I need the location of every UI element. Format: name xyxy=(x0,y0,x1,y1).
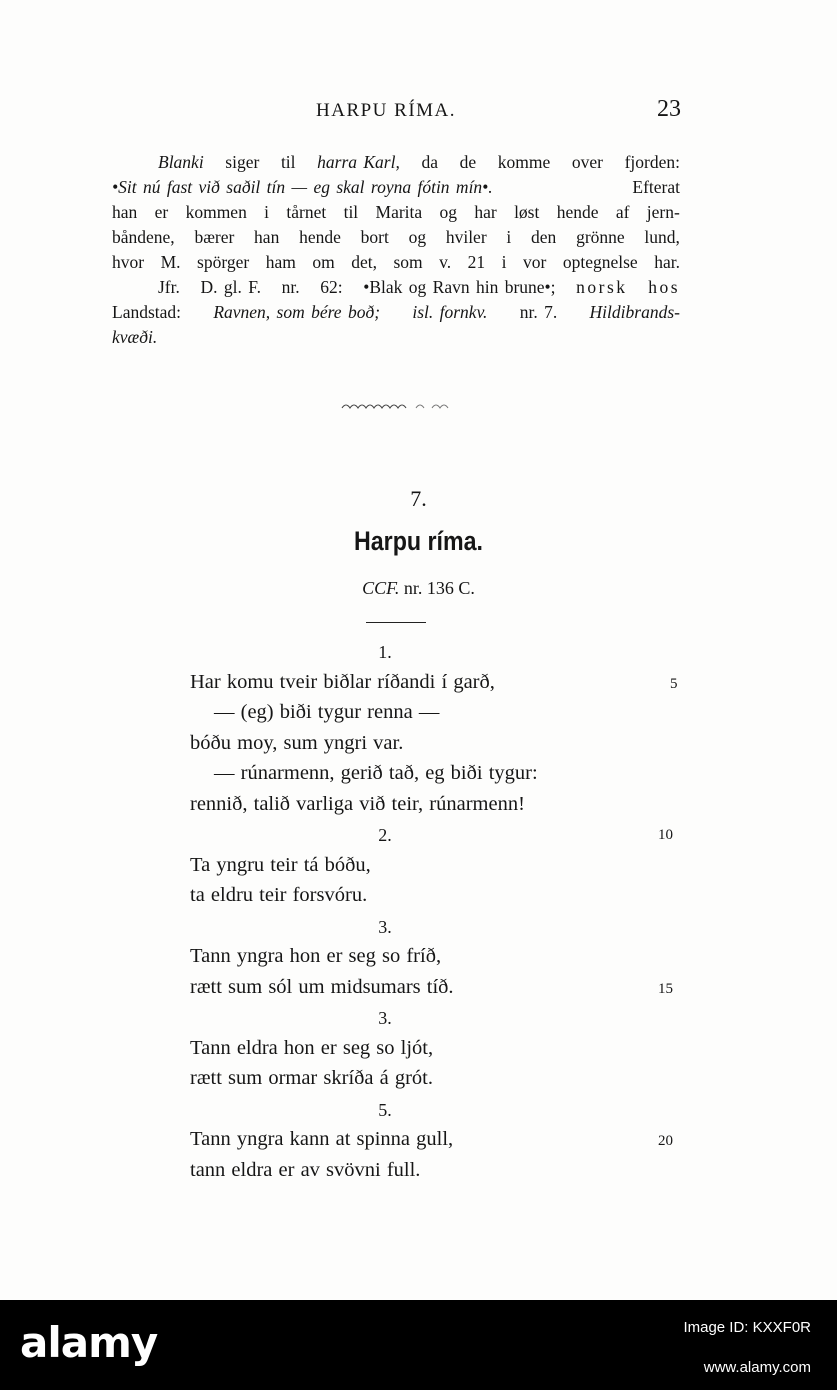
note-word: hvor xyxy=(112,252,145,272)
note-word: i xyxy=(501,252,507,272)
verse-line: rætt sum ormar skríða á grót. xyxy=(190,1067,433,1089)
note-word: •Sit nú fast við saðil tín — eg skal royna fótin mín•. xyxy=(112,177,493,197)
note-word: hos xyxy=(648,277,680,297)
note-word: komme xyxy=(497,152,551,172)
poem-source xyxy=(0,578,837,599)
note-word: de xyxy=(459,152,477,172)
verse-line: — rúnarmenn, gerið tað, eg biði tygur: xyxy=(214,762,538,784)
note-word: Marita xyxy=(375,202,423,222)
note-word: til xyxy=(280,152,296,172)
note-word: Efterat xyxy=(632,177,680,197)
image-id-block xyxy=(683,1308,811,1388)
note-line xyxy=(112,325,680,350)
note-word: v. xyxy=(439,252,452,272)
note-line xyxy=(112,300,680,325)
note-line xyxy=(112,175,680,200)
note-word: nr. xyxy=(281,277,300,297)
verse-line: Har komu tveir biðlar ríðandi í garð, xyxy=(190,670,495,693)
note-word: tårnet xyxy=(286,202,327,222)
site-url: www.alamy.com xyxy=(703,1359,811,1376)
verse-line: Tann eldra hon er seg so ljót, xyxy=(190,1036,434,1059)
note-word: hende xyxy=(556,202,599,222)
note-word: af xyxy=(615,202,630,222)
note-word: bærer xyxy=(194,227,235,247)
note-word: ham xyxy=(265,252,296,272)
note-word: han xyxy=(112,202,138,222)
note-word: båndene, xyxy=(112,227,175,247)
page-number: 23 xyxy=(657,96,681,122)
note-word: til xyxy=(343,202,359,222)
source-number: nr. 136 C. xyxy=(399,578,475,598)
note-word: 21 xyxy=(467,252,486,272)
note-word: hviler xyxy=(445,227,487,247)
note-word: Jfr. xyxy=(158,277,180,297)
note-word: spörger xyxy=(197,252,250,272)
note-word: i xyxy=(506,227,512,247)
stanza-number: 1. xyxy=(378,642,392,662)
note-word: han xyxy=(254,227,280,247)
note-word: Ravnen, som bére boð; xyxy=(213,302,381,322)
note-word: nr. 7. xyxy=(519,302,558,322)
note-word: som xyxy=(393,252,423,272)
line-number: 20 xyxy=(658,1133,673,1149)
note-word: har. xyxy=(654,252,680,272)
note-word: grönne xyxy=(576,227,625,247)
note-word: om xyxy=(312,252,335,272)
note-word: og xyxy=(439,202,458,222)
note-word: Hildibrands- xyxy=(589,302,680,322)
note-word: den xyxy=(531,227,557,247)
note-line xyxy=(112,150,680,175)
note-word: og xyxy=(408,227,427,247)
verse-line: tann eldra er av svövni full. xyxy=(190,1158,421,1181)
note-word: M. xyxy=(160,252,181,272)
stanza-number: 3. xyxy=(378,916,392,937)
verse-line: Tann yngra kann at spinna gull, xyxy=(190,1128,454,1150)
note-line xyxy=(112,250,680,275)
verse-line: rætt sum sól um midsumars tíð. xyxy=(190,975,454,998)
verse-line: — (eg) biði tygur renna — xyxy=(214,701,440,723)
image-id: Image ID: KXXF0R xyxy=(683,1319,811,1336)
note-line xyxy=(112,200,680,225)
alamy-logo: alamy xyxy=(20,1318,158,1367)
note-word: D. gl. F. xyxy=(200,277,261,297)
verse-line: ta eldru teir forsvóru. xyxy=(190,884,368,906)
note-word: Blanki xyxy=(158,152,204,172)
verse-line: bóðu moy, sum yngri var. xyxy=(190,731,404,754)
divider-rule xyxy=(366,622,426,623)
note-word: kommen xyxy=(185,202,247,222)
note-word: over xyxy=(571,152,603,172)
wavy-ornament xyxy=(340,398,460,414)
note-line xyxy=(112,275,680,300)
note-word: optegnelse xyxy=(562,252,638,272)
note-word: da xyxy=(421,152,438,172)
note-word: bort xyxy=(360,227,389,247)
note-word: fjorden: xyxy=(624,152,680,172)
line-number: 5 xyxy=(670,675,678,692)
stanza-number: 3. xyxy=(378,1008,392,1028)
note-word: det, xyxy=(351,252,377,272)
poem-number: 7. xyxy=(410,486,427,511)
note-word: Landstad: xyxy=(112,302,182,322)
note-word: siger xyxy=(225,152,260,172)
verse-line: Ta yngru teir tá bóðu, xyxy=(190,853,371,876)
note-word: i xyxy=(264,202,270,222)
note-word: 62: xyxy=(320,277,343,297)
note-word: vor xyxy=(523,252,547,272)
note-word: hende xyxy=(299,227,341,247)
note-word: norsk xyxy=(576,277,628,297)
stanza-number: 2. xyxy=(378,825,392,845)
note-word: lund, xyxy=(644,227,680,247)
running-title: HARPU RÍMA. xyxy=(316,100,457,121)
line-number: 10 xyxy=(658,827,673,843)
note-word: kvæði. xyxy=(112,327,158,347)
verse-line: Tann yngra hon er seg so fríð, xyxy=(190,945,442,967)
note-word: er xyxy=(154,202,169,222)
note-word: har xyxy=(474,202,497,222)
commentary-note xyxy=(112,150,680,350)
note-line xyxy=(112,225,680,250)
verse-line: rennið, talið varliga við teir, rúnarmenn! xyxy=(190,792,525,815)
line-number: 15 xyxy=(658,980,673,997)
note-word: løst xyxy=(514,202,540,222)
stanza-number: 5. xyxy=(378,1099,392,1120)
running-head xyxy=(0,96,837,126)
note-word: isl. fornkv. xyxy=(412,302,488,322)
source-abbrev: CCF. xyxy=(362,578,400,598)
note-word: jern- xyxy=(646,202,680,222)
note-word: harra Karl, xyxy=(317,152,400,172)
note-word: •Blak og Ravn hin brune•; xyxy=(363,277,556,297)
poem-title: Harpu ríma. xyxy=(353,526,484,556)
